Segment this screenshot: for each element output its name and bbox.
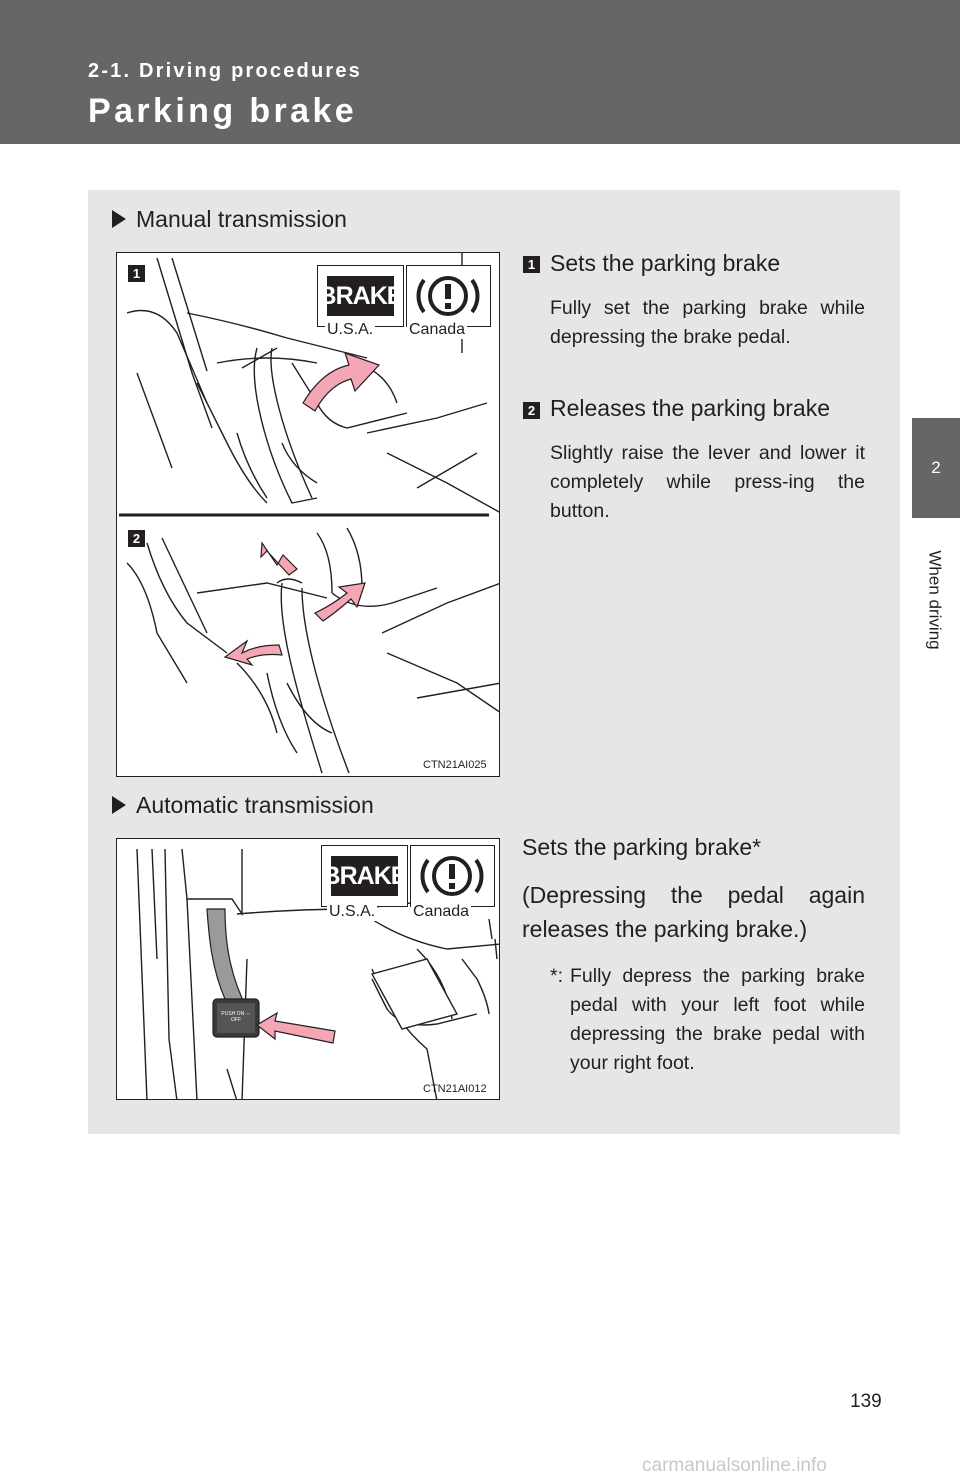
chapter-number: 2 xyxy=(931,458,941,477)
usa-label: U.S.A. xyxy=(327,321,374,338)
pedal-push-text: PUSH ON ⇔ OFF xyxy=(221,1011,251,1023)
triangle-bullet-icon xyxy=(112,796,126,814)
brake-indicator-usa xyxy=(321,845,408,907)
canada-label: Canada xyxy=(409,321,466,338)
canada-label: Canada xyxy=(413,903,470,920)
step-2-badge: 2 xyxy=(128,530,145,547)
step-1-badge: 1 xyxy=(128,265,145,282)
page-number: 139 xyxy=(850,1391,882,1412)
step-2-title: Releases the parking brake xyxy=(550,395,830,421)
chapter-tab[interactable] xyxy=(912,418,960,518)
step-2-badge-text: 2 xyxy=(523,402,540,419)
figure-code: CTN21AI012 xyxy=(423,1083,487,1095)
step-2-text: Slightly raise the lever and lower it completely while press-ing the button. xyxy=(550,442,865,522)
automatic-line-2: (Depressing the pedal again releases the parking brake.) xyxy=(522,882,865,942)
usa-label: U.S.A. xyxy=(329,903,376,920)
brake-warning-icon xyxy=(411,846,493,906)
brake-indicator-canada xyxy=(410,845,495,907)
manual-transmission-heading: Manual transmission xyxy=(112,206,347,233)
chapter-label: When driving xyxy=(926,550,945,650)
step-1-text: Fully set the parking brake while depressing the brake pedal. xyxy=(550,297,865,348)
step-1-badge-text: 1 xyxy=(523,256,540,273)
brake-warning-icon xyxy=(407,266,489,326)
automatic-parking-brake-illustration xyxy=(116,838,500,1100)
brake-text: BRAKE xyxy=(327,276,394,316)
page-title: Parking brake xyxy=(88,92,358,130)
footnote xyxy=(550,962,865,1078)
watermark: carmanualsonline.info xyxy=(642,1455,827,1476)
automatic-transmission-heading: Automatic transmission xyxy=(112,792,374,819)
brake-indicator-canada xyxy=(406,265,491,327)
section-title: 2-1. Driving procedures xyxy=(88,60,362,82)
manual-parking-brake-illustration xyxy=(116,252,500,777)
step-1-title: Sets the parking brake xyxy=(550,250,781,276)
figure-code: CTN21AI025 xyxy=(423,759,487,771)
brake-text: BRAKE xyxy=(331,856,398,896)
footnote-text: Fully depress the parking brake pedal with your left foot while depressing the brake pedal with your right foot. xyxy=(570,965,865,1074)
footnote-mark: *: xyxy=(550,965,564,987)
triangle-bullet-icon xyxy=(112,210,126,228)
page-header xyxy=(0,0,960,144)
automatic-line-1: Sets the parking brake* xyxy=(522,834,762,860)
brake-indicator-usa xyxy=(317,265,404,327)
